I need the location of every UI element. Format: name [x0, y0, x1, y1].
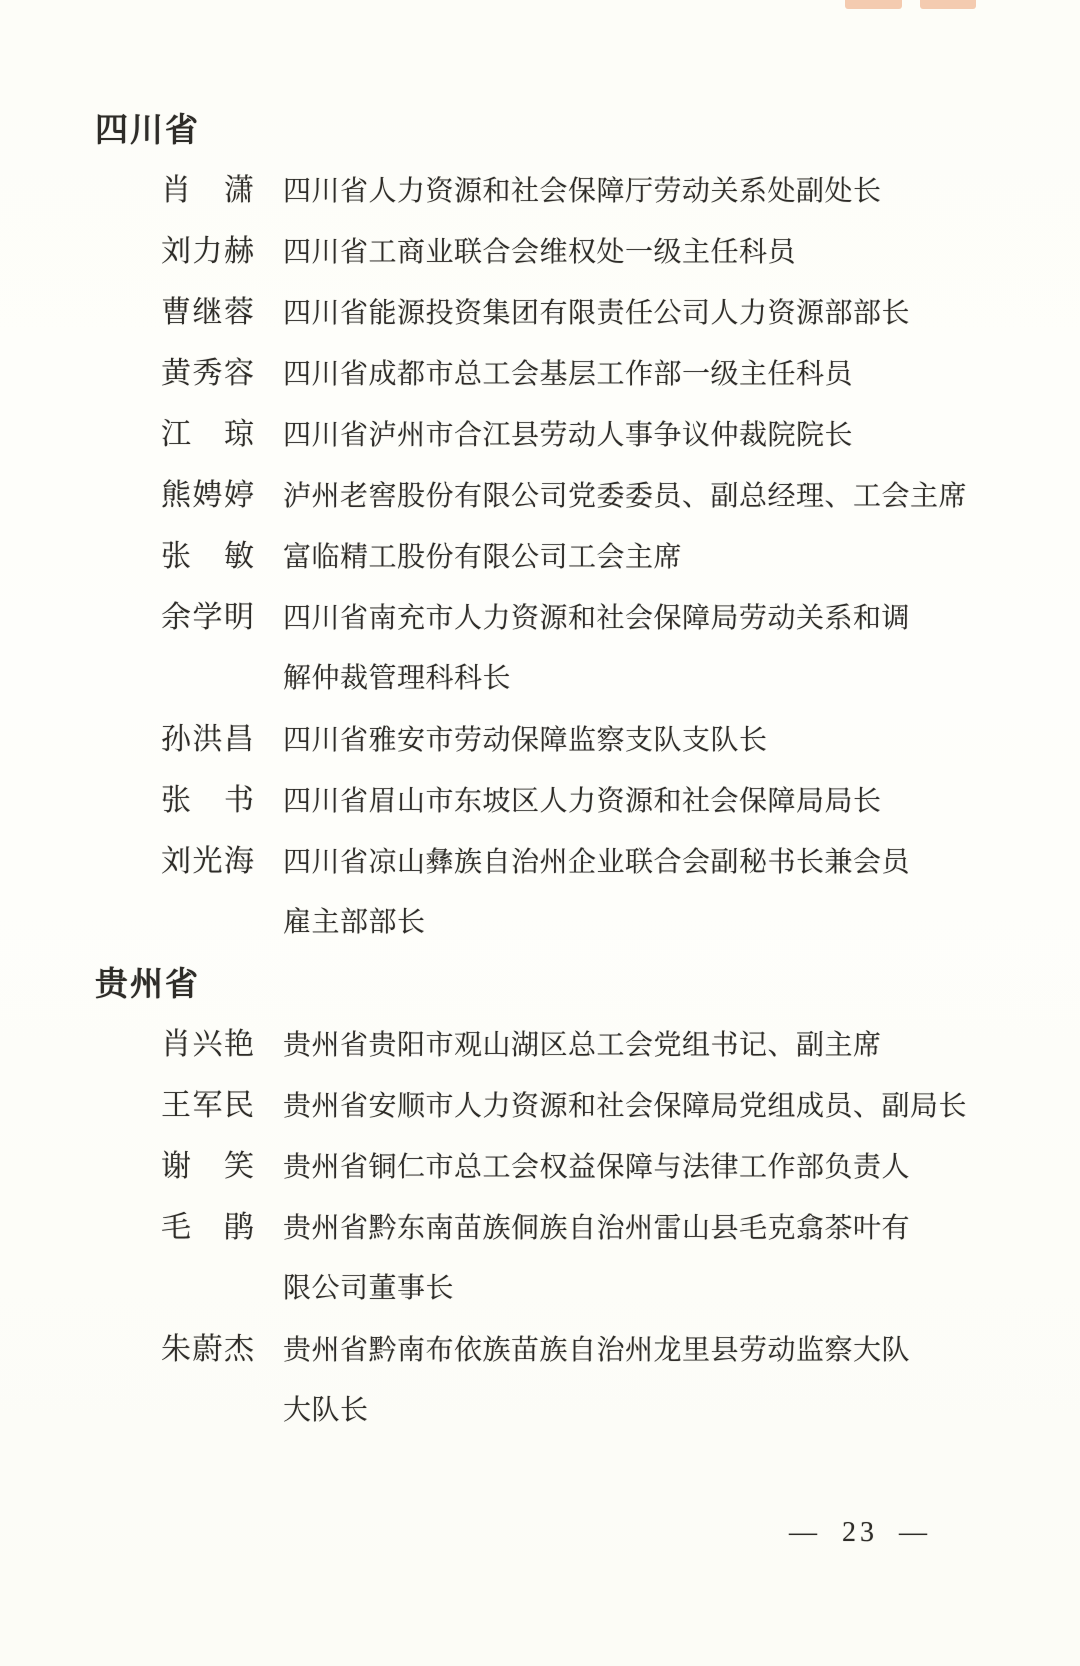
page-number: — 23 — — [789, 1517, 931, 1548]
roster-entry-line — [0, 709, 1080, 770]
roster-entry-line — [0, 1197, 1080, 1258]
entry-title-text: 贵州省安顺市人力资源和社会保障局党组成员、副局长 — [283, 1091, 968, 1122]
entry-title-text: 贵州省黔东南苗族侗族自治州雷山县毛克翕茶叶有 — [283, 1213, 911, 1244]
entry-title-text: 四川省眉山市东坡区人力资源和社会保障局局长 — [283, 786, 882, 817]
red-letterhead-residue-mark — [845, 0, 902, 9]
entry-name: 余学明 — [161, 601, 254, 634]
entry-name: 张书 — [161, 784, 254, 817]
red-letterhead-residue-mark — [920, 0, 976, 9]
entry-name: 刘力赫 — [161, 235, 254, 268]
roster-entry-line — [0, 465, 1080, 526]
roster-entry-line — [0, 587, 1080, 648]
entry-title-text: 四川省泸州市合江县劳动人事争议仲裁院院长 — [283, 420, 854, 451]
entry-name: 毛鹃 — [161, 1211, 254, 1244]
entry-name: 王军民 — [161, 1089, 254, 1122]
roster-entry-line — [0, 343, 1080, 404]
entry-title-text: 贵州省黔南布依族苗族自治州龙里县劳动监察大队 — [283, 1335, 911, 1366]
roster-entry-line — [0, 221, 1080, 282]
roster-entry-line — [0, 770, 1080, 831]
roster-entry-continuation-line — [0, 1380, 1080, 1441]
entry-title-text: 四川省工商业联合会维权处一级主任科员 — [283, 237, 797, 268]
roster-entry-line — [0, 160, 1080, 221]
roster-entry-line — [0, 1319, 1080, 1380]
roster-entry-continuation-line — [0, 1258, 1080, 1319]
roster-entry-line — [0, 404, 1080, 465]
entry-title-text: 四川省南充市人力资源和社会保障局劳动关系和调 — [283, 603, 911, 634]
entry-name: 朱蔚杰 — [161, 1333, 254, 1366]
entry-title-text: 四川省人力资源和社会保障厅劳动关系处副处长 — [283, 176, 882, 207]
entry-name: 曹继蓉 — [161, 296, 254, 329]
entry-name: 黄秀容 — [161, 357, 254, 390]
entry-title-text: 大队长 — [283, 1395, 369, 1426]
entry-title-text: 雇主部部长 — [283, 907, 426, 938]
entry-name: 张敏 — [161, 540, 254, 573]
entry-title-text: 四川省能源投资集团有限责任公司人力资源部部长 — [283, 298, 911, 329]
roster-entry-continuation-line — [0, 648, 1080, 709]
entry-title-text: 四川省雅安市劳动保障监察支队支队长 — [283, 725, 768, 756]
roster-entry-line — [0, 1075, 1080, 1136]
entry-name: 谢笑 — [161, 1150, 254, 1183]
entry-title-text: 贵州省铜仁市总工会权益保障与法律工作部负责人 — [283, 1152, 911, 1183]
entry-title-text: 四川省成都市总工会基层工作部一级主任科员 — [283, 359, 854, 390]
roster-list — [0, 99, 1080, 1441]
roster-entry-line — [0, 1136, 1080, 1197]
entry-name: 孙洪昌 — [161, 723, 254, 756]
roster-entry-line — [0, 526, 1080, 587]
roster-entry-line — [0, 282, 1080, 343]
entry-title-text: 贵州省贵阳市观山湖区总工会党组书记、副主席 — [283, 1030, 882, 1061]
entry-name: 熊娉婷 — [161, 479, 254, 512]
entry-name: 江琼 — [161, 418, 254, 451]
entry-name: 刘光海 — [161, 845, 254, 878]
entry-name: 肖潇 — [161, 174, 254, 207]
entry-title-text: 泸州老窖股份有限公司党委委员、副总经理、工会主席 — [283, 481, 968, 512]
section-header-sichuan: 四川省 — [95, 111, 200, 148]
entry-title-text: 四川省凉山彝族自治州企业联合会副秘书长兼会员 — [283, 847, 911, 878]
entry-title-text: 富临精工股份有限公司工会主席 — [283, 542, 683, 573]
entry-title-text: 解仲裁管理科科长 — [283, 663, 512, 694]
entry-name: 肖兴艳 — [161, 1028, 254, 1061]
section-header-guizhou: 贵州省 — [95, 965, 200, 1002]
entry-title-text: 限公司董事长 — [283, 1273, 455, 1304]
roster-entry-continuation-line — [0, 892, 1080, 953]
roster-entry-line — [0, 1014, 1080, 1075]
roster-entry-line — [0, 831, 1080, 892]
